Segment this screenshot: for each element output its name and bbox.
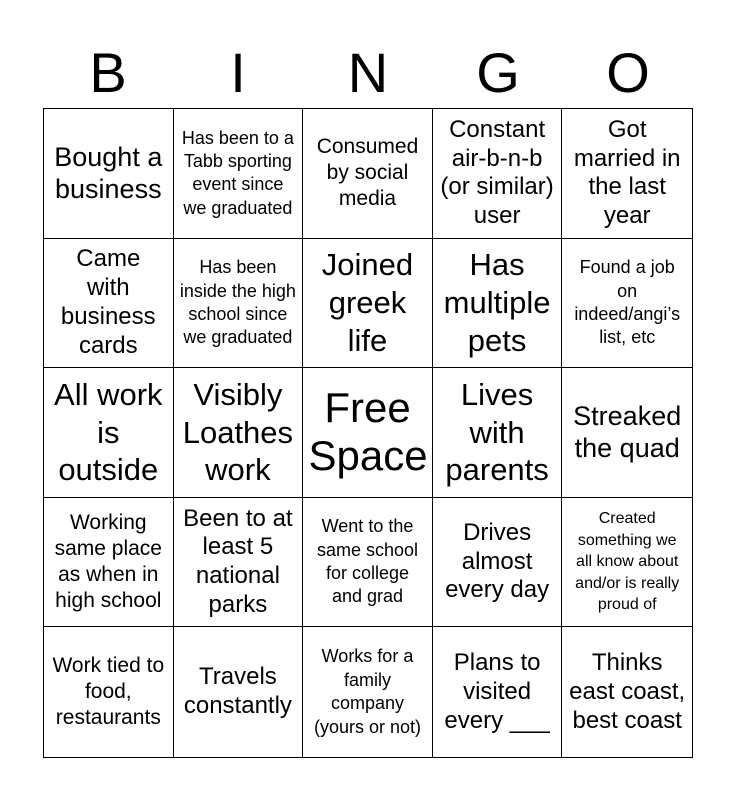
cell-label: Free Space bbox=[308, 384, 428, 480]
bingo-cell[interactable] bbox=[174, 109, 304, 239]
cell-label: Found a job on indeed/angi’s list, etc bbox=[574, 257, 681, 348]
bingo-cell[interactable] bbox=[433, 627, 563, 757]
header-letter-i: I bbox=[230, 41, 246, 104]
bingo-cell[interactable] bbox=[562, 498, 692, 628]
cell-label: All work is outside bbox=[54, 376, 163, 488]
cell-label: Working same place as when in high school bbox=[54, 510, 162, 613]
bingo-cell[interactable] bbox=[433, 239, 563, 369]
bingo-cell[interactable] bbox=[303, 498, 433, 628]
cell-label: Work tied to food, restaurants bbox=[52, 653, 165, 730]
bingo-cell[interactable] bbox=[44, 498, 174, 628]
cell-label: Visibly Loathes work bbox=[182, 376, 294, 488]
header-letter-b: B bbox=[89, 41, 127, 104]
cell-label: Been to at least 5 national parks bbox=[183, 504, 293, 618]
bingo-cell[interactable] bbox=[433, 368, 563, 498]
header-letter-g: G bbox=[476, 41, 520, 104]
bingo-cell[interactable] bbox=[44, 627, 174, 757]
bingo-cell[interactable] bbox=[303, 368, 433, 498]
bingo-cell[interactable] bbox=[174, 627, 304, 757]
bingo-cell[interactable] bbox=[303, 239, 433, 369]
bingo-board bbox=[43, 108, 693, 758]
cell-label: Thinks east coast, best coast bbox=[569, 649, 686, 734]
cell-label: Joined greek life bbox=[321, 247, 414, 358]
cell-label: Constant air-b-n-b (or similar) user bbox=[440, 115, 554, 230]
bingo-cell[interactable] bbox=[174, 239, 304, 369]
cell-label: Plans to visited every ___ bbox=[444, 649, 550, 734]
bingo-cell[interactable] bbox=[44, 109, 174, 239]
bingo-cell[interactable] bbox=[44, 239, 174, 369]
bingo-header bbox=[43, 40, 693, 106]
cell-label: Bought a business bbox=[54, 141, 163, 205]
bingo-cell[interactable] bbox=[174, 498, 304, 628]
cell-label: Travels constantly bbox=[183, 663, 292, 720]
header-letter-n: N bbox=[347, 41, 389, 104]
bingo-cell[interactable] bbox=[562, 109, 692, 239]
bingo-cell[interactable] bbox=[562, 627, 692, 757]
cell-label: Drives almost every day bbox=[445, 518, 550, 604]
cell-label: Lives with parents bbox=[445, 376, 549, 488]
cell-label: Consumed by social media bbox=[316, 134, 419, 211]
header-letter-o: O bbox=[606, 41, 650, 104]
cell-label: Works for a family company (yours or not) bbox=[313, 646, 422, 737]
cell-label: Streaked the quad bbox=[573, 401, 682, 464]
cell-label: Created something we all know about and/or is really proud of bbox=[575, 510, 680, 614]
bingo-cell[interactable] bbox=[303, 627, 433, 757]
bingo-cell[interactable] bbox=[174, 368, 304, 498]
bingo-cell[interactable] bbox=[44, 368, 174, 498]
bingo-cell[interactable] bbox=[303, 109, 433, 239]
cell-label: Has multiple pets bbox=[443, 247, 551, 358]
bingo-cell[interactable] bbox=[562, 368, 692, 498]
bingo-cell[interactable] bbox=[562, 239, 692, 369]
bingo-cell[interactable] bbox=[433, 109, 563, 239]
cell-label: Has been inside the high school since we graduated bbox=[179, 257, 296, 348]
cell-label: Has been to a Tabb sporting event since we graduated bbox=[181, 127, 294, 218]
cell-label: Came with business cards bbox=[60, 245, 156, 359]
cell-label: Got married in the last year bbox=[573, 115, 681, 230]
cell-label: Went to the same school for college and grad bbox=[316, 516, 419, 607]
bingo-cell[interactable] bbox=[433, 498, 563, 628]
